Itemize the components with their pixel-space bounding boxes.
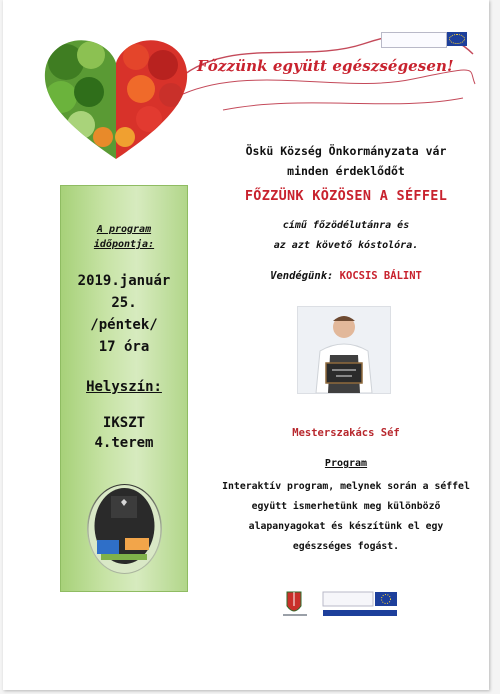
place-line-2: 4.terem xyxy=(94,435,154,451)
date-label-line-1: A program xyxy=(96,224,152,235)
program-text-line-4: egészséges fogást. xyxy=(292,541,400,552)
place-line-1: IKSZT xyxy=(102,415,146,431)
chef-role: Mesterszakács Séf xyxy=(292,427,400,439)
date-line-1: 2019.január xyxy=(77,273,171,289)
program-label: Program xyxy=(324,458,368,469)
date-line-3: /péntek/ xyxy=(90,317,158,333)
program-text-line-1: Interaktív program, melynek során a séffel xyxy=(222,481,470,492)
header-title: Főzzünk együtt egészségesen! xyxy=(197,57,454,75)
guest-line xyxy=(203,270,489,282)
date-line-4: 17 óra xyxy=(98,339,150,355)
info-sidebar xyxy=(60,185,188,592)
place-label: Helyszín: xyxy=(86,379,162,395)
event-title: FŐZZÜNK KÖZÖSEN A SÉFFEL xyxy=(244,188,448,204)
event-subtitle-line-2: az azt követő kóstolóra. xyxy=(273,240,419,251)
program-text-line-3: alapanyagokat és készítünk el egy xyxy=(248,521,444,532)
chef-photo xyxy=(297,306,391,394)
invite-line-2: minden érdeklődőt xyxy=(287,164,405,178)
vegetable-heart-icon xyxy=(41,37,191,162)
guest-label: Vendégünk: xyxy=(270,270,340,282)
invite-line-1: Öskü Község Önkormányzata vár xyxy=(245,144,447,158)
date-label-line-2: időpontja: xyxy=(93,239,155,250)
poster-page xyxy=(3,0,489,690)
guest-name: KOCSIS BÁLINT xyxy=(339,270,422,282)
date-line-2: 25. xyxy=(111,295,137,311)
food-photo xyxy=(87,484,162,574)
program-text-line-2: együtt ismerhetünk meg különböző xyxy=(251,501,441,512)
event-subtitle-line-1: című főzödélutánra és xyxy=(282,220,410,231)
eu-logo-icon xyxy=(381,30,471,52)
footer-logos-icon xyxy=(279,588,419,624)
